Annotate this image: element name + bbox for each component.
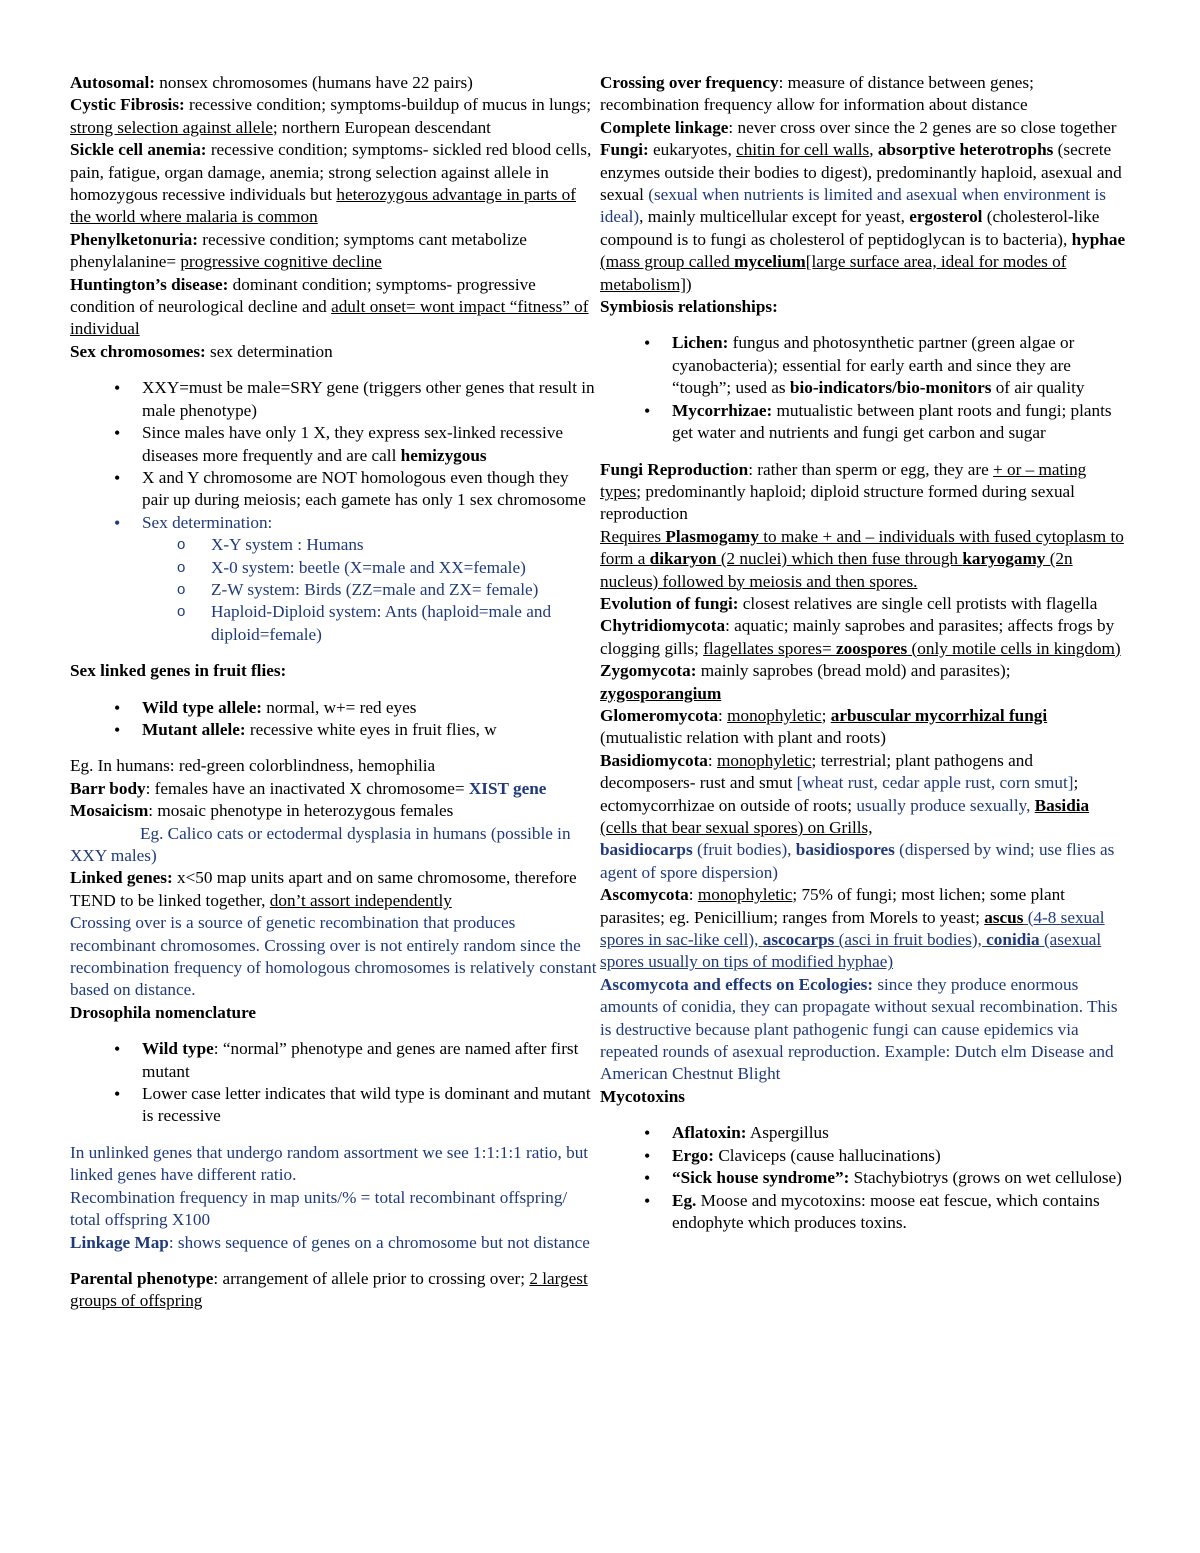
plasmogamy-entry: Requires Plasmogamy to make + and – individuals with fused cytoplasm to form a dikaryon (2 nuclei) which then fuse through karyogamy (2n nucleus) followed by meiosis and then spores. bbox=[600, 526, 1124, 591]
crossing-over-note: Crossing over is a source of genetic recombination that produces recombinant chromosomes. Crossing over is not entirely random since the recombination frequency of homologous chromosomes is relatively constant based on distance. bbox=[70, 913, 597, 1000]
list-item: • Sex determination: bbox=[70, 512, 598, 534]
list-item: • Lichen: fungus and photosynthetic partner (green algae or cyanobacteria); essential for early earth and since they are “tough”; used as bio-indicators/bio-monitors of air quality bbox=[600, 332, 1128, 399]
fruit-flies-heading: Sex linked genes in fruit flies: bbox=[70, 661, 287, 681]
list-item: • Wild type allele: normal, w+= red eyes bbox=[70, 697, 598, 719]
glomeromycota-entry: Glomeromycota: monophyletic; arbuscular mycorrhizal fungi (mutualistic relation with plant and roots) bbox=[600, 705, 1048, 748]
fungi-reproduction-entry: Fungi Reproduction: rather than sperm or egg, they are + or – mating types; predominantly haploid; diploid structure formed during sexual reproduction bbox=[600, 459, 1087, 524]
sublist-item: o Haploid-Diploid system: Ants (haploid=male and diploid=female) bbox=[70, 601, 598, 646]
sex-chromosome-list bbox=[70, 377, 598, 534]
recombination-frequency-note: Recombination frequency in map units/% = total recombinant offspring/ total offspring X100 bbox=[70, 1187, 568, 1230]
list-item: • Aflatoxin: Aspergillus bbox=[600, 1122, 1128, 1144]
sickle-cell-entry: Sickle cell anemia: recessive condition; symptoms- sickled red blood cells, pain, fatigue, organ damage, anemia; strong selection against allele in homozygous recessive individuals but heterozygous advantage in parts of the world where malaria is common bbox=[70, 140, 592, 227]
right-column bbox=[600, 72, 1128, 1234]
symbiosis-list bbox=[600, 332, 1128, 444]
term: Autosomal: bbox=[70, 73, 155, 92]
mosaicism-example: Eg. Calico cats or ectodermal dysplasia in humans (possible in XXY males) bbox=[70, 823, 571, 865]
list-item: • Lower case letter indicates that wild type is dominant and mutant is recessive bbox=[70, 1083, 598, 1128]
pku-entry: Phenylketonuria: recessive condition; symptoms cant metabolize phenylalanine= progressive cognitive decline bbox=[70, 229, 527, 272]
drosophila-list bbox=[70, 1038, 598, 1128]
list-item: • Eg. Moose and mycotoxins: moose eat fescue, which contains endophyte which produces toxins. bbox=[600, 1190, 1128, 1235]
list-item: • Wild type: “normal” phenotype and genes are named after first mutant bbox=[70, 1038, 598, 1083]
sublist-item: o Z-W system: Birds (ZZ=male and ZX= female) bbox=[70, 579, 598, 601]
mycotoxins-heading: Mycotoxins bbox=[600, 1086, 685, 1106]
list-item: • X and Y chromosome are NOT homologous even though they pair up during meiosis; each gamete has only 1 sex chromosome bbox=[70, 467, 598, 512]
parental-phenotype-entry: Parental phenotype: arrangement of allele prior to crossing over; 2 largest groups of offspring bbox=[70, 1268, 588, 1311]
list-item: • Ergo: Claviceps (cause hallucinations) bbox=[600, 1145, 1128, 1167]
left-column bbox=[70, 72, 598, 1313]
barr-body-entry: Barr body: females have an inactivated X chromosome= XIST gene bbox=[70, 778, 547, 798]
linked-genes-entry: Linked genes: x<50 map units apart and on same chromosome, therefore TEND to be linked together, don’t assort independently bbox=[70, 868, 577, 910]
evolution-entry: Evolution of fungi: closest relatives are single cell protists with flagella bbox=[600, 593, 1098, 613]
basidiomycota-entry: Basidiomycota: monophyletic; terrestrial; plant pathogens and decomposers- rust and smut [wheat rust, cedar apple rust, corn smut]; ectomycorrhizae on outside of roots; usually produce sexually, Basidia (cells that bear sexual spores) on Grills, basidiocarps (fruit bodies), basidiospores (dispersed by wind; use flies as agent of spore dispersion) bbox=[600, 750, 1115, 882]
sublist-item: o X-Y system : Humans bbox=[70, 534, 598, 556]
list-item: • Mycorrhizae: mutualistic between plant roots and fungi; plants get water and nutrients and fungi get carbon and sugar bbox=[600, 400, 1128, 445]
chytridiomycota-entry: Chytridiomycota: aquatic; mainly saprobes and parasites; affects frogs by clogging gills; flagellates spores= zoospores (only motile cells in kingdom) bbox=[600, 616, 1121, 658]
ascomycota-entry: Ascomycota: monophyletic; 75% of fungi; most lichen; some plant parasites; eg. Penicillium; ranges from Morels to yeast; ascus (4-8 sexual spores in sac-like cell), ascocarps (asci in fruit bodies), conidia (asexual spores usually on tips of modified hyphae) bbox=[600, 885, 1105, 972]
symbiosis-heading: Symbiosis relationships: bbox=[600, 297, 778, 317]
crossing-over-frequency-entry: Crossing over frequency: measure of distance between genes; recombination frequency allow for information about distance bbox=[600, 73, 1034, 115]
sex-determination-sublist bbox=[70, 534, 598, 646]
fruit-flies-list bbox=[70, 697, 598, 742]
list-item: • XXY=must be male=SRY gene (triggers other genes that result in male phenotype) bbox=[70, 377, 598, 422]
huntington-entry: Huntington’s disease: dominant condition; symptoms- progressive condition of neurological decline and adult onset= wont impact “fitness” of individual bbox=[70, 274, 589, 339]
complete-linkage-entry: Complete linkage: never cross over since the 2 genes are so close together bbox=[600, 117, 1117, 137]
drosophila-heading: Drosophila nomenclature bbox=[70, 1002, 257, 1022]
zygomycota-entry: Zygomycota: mainly saprobes (bread mold) and parasites); zygosporangium bbox=[600, 661, 1011, 703]
list-item: • Since males have only 1 X, they express sex-linked recessive diseases more frequently and are call hemizygous bbox=[70, 422, 598, 467]
linkage-map-entry: Linkage Map: shows sequence of genes on a chromosome but not distance bbox=[70, 1232, 590, 1252]
sex-chromosomes-entry: Sex chromosomes: sex determination bbox=[70, 341, 333, 361]
list-item: • “Sick house syndrome”: Stachybiotrys (grows on wet cellulose) bbox=[600, 1167, 1128, 1189]
mosaicism-entry: Mosaicism: mosaic phenotype in heterozygous females bbox=[70, 801, 454, 821]
ascomycota-ecology-entry: Ascomycota and effects on Ecologies: since they produce enormous amounts of conidia, they can propagate without sexual recombination. This is destructive because plant pathogenic fungi can cause epidemics via repeated rounds of asexual reproduction. Example: Dutch elm Disease and American Chestnut Blight bbox=[600, 974, 1118, 1084]
autosomal-entry: Autosomal: nonsex chromosomes (humans have 22 pairs) bbox=[70, 73, 473, 92]
cystic-fibrosis-entry: Cystic Fibrosis: recessive condition; symptoms-buildup of mucus in lungs; strong selection against allele; northern European descendant bbox=[70, 95, 592, 137]
eg-humans: Eg. In humans: red-green colorblindness, hemophilia bbox=[70, 756, 436, 776]
unlinked-genes-note: In unlinked genes that undergo random assortment we see 1:1:1:1 ratio, but linked genes have different ratio. bbox=[70, 1142, 589, 1185]
sublist-item: o X-0 system: beetle (X=male and XX=female) bbox=[70, 557, 598, 579]
fungi-entry: Fungi: eukaryotes, chitin for cell walls, absorptive heterotrophs (secrete enzymes outside their bodies to digest), predominantly haploid, asexual and sexual (sexual when nutrients is limited and asexual when environment is ideal), mainly multicellular except for yeast, ergosterol (cholesterol-like compound is to fungi as cholesterol of peptidoglycan is to bacteria), hyphae (mass group called mycelium[large surface area, ideal for modes of metabolism]) bbox=[600, 140, 1126, 294]
mycotoxins-list bbox=[600, 1122, 1128, 1234]
list-item: • Mutant allele: recessive white eyes in fruit flies, w bbox=[70, 719, 598, 741]
